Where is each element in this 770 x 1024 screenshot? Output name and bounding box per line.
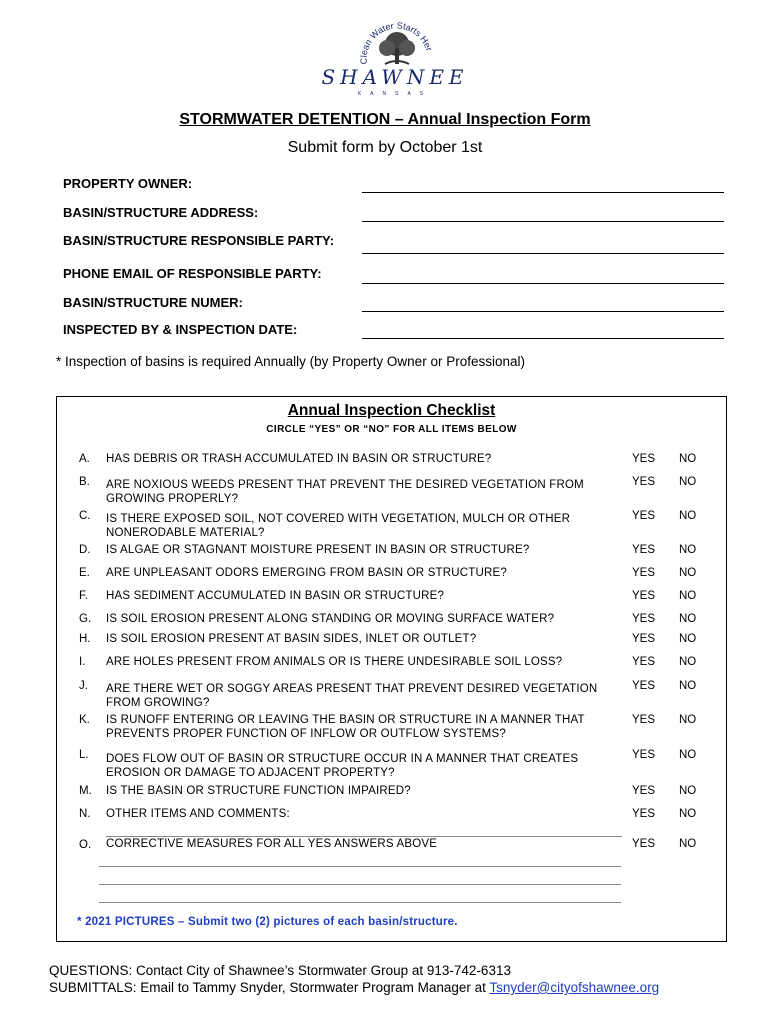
basin-address-label: BASIN/STRUCTURE ADDRESS: — [63, 205, 259, 220]
item-question: ARE THERE WET OR SOGGY AREAS PRESENT THAT PREVENT DESIRED VEGETATION FROM GROWING? — [106, 683, 598, 709]
no-option[interactable]: NO — [679, 510, 697, 522]
no-option[interactable]: NO — [679, 544, 697, 556]
yes-option[interactable]: YES — [632, 453, 656, 465]
property-owner-field[interactable] — [362, 192, 724, 193]
yes-option[interactable]: YES — [632, 714, 656, 726]
item-letter: J. — [79, 680, 88, 692]
corrective-line[interactable] — [99, 884, 621, 885]
no-option[interactable]: NO — [679, 838, 697, 850]
no-option[interactable]: NO — [679, 714, 697, 726]
corrective-line[interactable] — [99, 866, 621, 867]
responsible-party-field[interactable] — [362, 253, 724, 254]
item-letter: L. — [79, 749, 89, 761]
item-question: IS RUNOFF ENTERING OR LEAVING THE BASIN OR STRUCTURE IN A MANNER THAT PREVENTS PROPER FUNCTION OF INFLOW OR OUTFLOW SYSTEMS? — [106, 714, 585, 740]
email-link[interactable]: Tsnyder@cityofshawnee.org — [489, 980, 660, 995]
no-option[interactable]: NO — [679, 680, 697, 692]
corrective-line[interactable] — [99, 902, 621, 903]
item-letter: H. — [79, 633, 91, 645]
no-option[interactable]: NO — [679, 656, 697, 668]
yes-option[interactable]: YES — [632, 838, 656, 850]
item-question: IS ALGAE OR STAGNANT MOISTURE PRESENT IN BASIN OR STRUCTURE? — [106, 544, 530, 556]
submittals-line — [49, 980, 659, 995]
item-letter: I. — [79, 656, 86, 668]
comments-line[interactable] — [106, 836, 622, 837]
yes-option[interactable]: YES — [632, 680, 656, 692]
checklist-title: Annual Inspection Checklist — [287, 402, 496, 419]
item-letter: A. — [79, 453, 90, 465]
yes-option[interactable]: YES — [632, 590, 656, 602]
logo-city-name: SHAWNEE — [321, 65, 469, 89]
item-letter: C. — [79, 510, 91, 522]
no-option[interactable]: NO — [679, 453, 697, 465]
responsible-party-label: BASIN/STRUCTURE RESPONSIBLE PARTY: — [63, 233, 335, 248]
item-letter: E. — [79, 567, 90, 579]
submittals-text: SUBMITTALS: Email to Tammy Snyder, Stormwater Program Manager at — [49, 980, 490, 995]
item-letter: D. — [79, 544, 91, 556]
item-question: OTHER ITEMS AND COMMENTS: — [106, 808, 290, 820]
inspected-by-label: INSPECTED BY & INSPECTION DATE: — [63, 322, 298, 337]
yes-option[interactable]: YES — [632, 808, 656, 820]
phone-email-field[interactable] — [362, 283, 724, 284]
form-subtitle: Submit form by October 1st — [287, 139, 483, 156]
property-owner-label: PROPERTY OWNER: — [63, 176, 193, 191]
city-logo — [315, 18, 475, 98]
item-question: HAS SEDIMENT ACCUMULATED IN BASIN OR STRUCTURE? — [106, 590, 445, 602]
basin-number-field[interactable] — [362, 311, 724, 312]
no-option[interactable]: NO — [679, 590, 697, 602]
yes-option[interactable]: YES — [632, 510, 656, 522]
item-letter: K. — [79, 714, 90, 726]
inspected-by-field[interactable] — [362, 338, 724, 339]
item-question: DOES FLOW OUT OF BASIN OR STRUCTURE OCCUR IN A MANNER THAT CREATES EROSION OR DAMAGE TO ADJACENT PROPERTY? — [106, 753, 579, 779]
form-title: STORMWATER DETENTION – Annual Inspection Form — [179, 111, 591, 128]
item-letter: N. — [79, 808, 91, 820]
no-option[interactable]: NO — [679, 567, 697, 579]
basin-address-field[interactable] — [362, 221, 724, 222]
item-letter: O. — [79, 839, 92, 851]
yes-option[interactable]: YES — [632, 656, 656, 668]
item-letter: G. — [79, 613, 92, 625]
item-question: IS SOIL EROSION PRESENT ALONG STANDING OR MOVING SURFACE WATER? — [106, 613, 555, 625]
logo-state-name: KANSAS — [357, 91, 433, 97]
item-letter: F. — [79, 590, 88, 602]
questions-line: QUESTIONS: Contact City of Shawnee’s Stormwater Group at 913-742-6313 — [49, 963, 511, 978]
no-option[interactable]: NO — [679, 808, 697, 820]
item-question: ARE UNPLEASANT ODORS EMERGING FROM BASIN OR STRUCTURE? — [106, 567, 508, 579]
item-letter: B. — [79, 476, 90, 488]
no-option[interactable]: NO — [679, 476, 697, 488]
pictures-note: * 2021 PICTURES – Submit two (2) pictures of each basin/structure. — [77, 916, 458, 928]
item-question: IS THERE EXPOSED SOIL, NOT COVERED WITH VEGETATION, MULCH OR OTHER NONERODABLE MATERIAL? — [106, 513, 571, 539]
yes-option[interactable]: YES — [632, 544, 656, 556]
item-letter: M. — [79, 785, 92, 797]
item-question: ARE NOXIOUS WEEDS PRESENT THAT PREVENT THE DESIRED VEGETATION FROM GROWING PROPERLY? — [106, 479, 584, 505]
item-question: HAS DEBRIS OR TRASH ACCUMULATED IN BASIN OR STRUCTURE? — [106, 453, 492, 465]
logo-arc-text: Clean Water Starts Her — [358, 20, 435, 65]
yes-option[interactable]: YES — [632, 633, 656, 645]
yes-option[interactable]: YES — [632, 785, 656, 797]
no-option[interactable]: NO — [679, 613, 697, 625]
checklist-instruction: CIRCLE “YES” OR “NO” FOR ALL ITEMS BELOW — [266, 424, 517, 435]
no-option[interactable]: NO — [679, 633, 697, 645]
basin-number-label: BASIN/STRUCTURE NUMER: — [63, 295, 243, 310]
yes-option[interactable]: YES — [632, 567, 656, 579]
item-question: IS SOIL EROSION PRESENT AT BASIN SIDES, INLET OR OUTLET? — [106, 633, 477, 645]
tree-icon — [379, 32, 415, 64]
yes-option[interactable]: YES — [632, 613, 656, 625]
no-option[interactable]: NO — [679, 785, 697, 797]
inspection-note: * Inspection of basins is required Annually (by Property Owner or Professional) — [56, 354, 525, 369]
item-question: IS THE BASIN OR STRUCTURE FUNCTION IMPAIRED? — [106, 785, 411, 797]
item-question: CORRECTIVE MEASURES FOR ALL YES ANSWERS ABOVE — [106, 838, 438, 850]
yes-option[interactable]: YES — [632, 476, 656, 488]
no-option[interactable]: NO — [679, 749, 697, 761]
phone-email-label: PHONE EMAIL OF RESPONSIBLE PARTY: — [63, 266, 322, 281]
item-question: ARE HOLES PRESENT FROM ANIMALS OR IS THERE UNDESIRABLE SOIL LOSS? — [106, 656, 563, 668]
svg-text:Clean Water Starts Here — [315, 18, 434, 65]
yes-option[interactable]: YES — [632, 749, 656, 761]
